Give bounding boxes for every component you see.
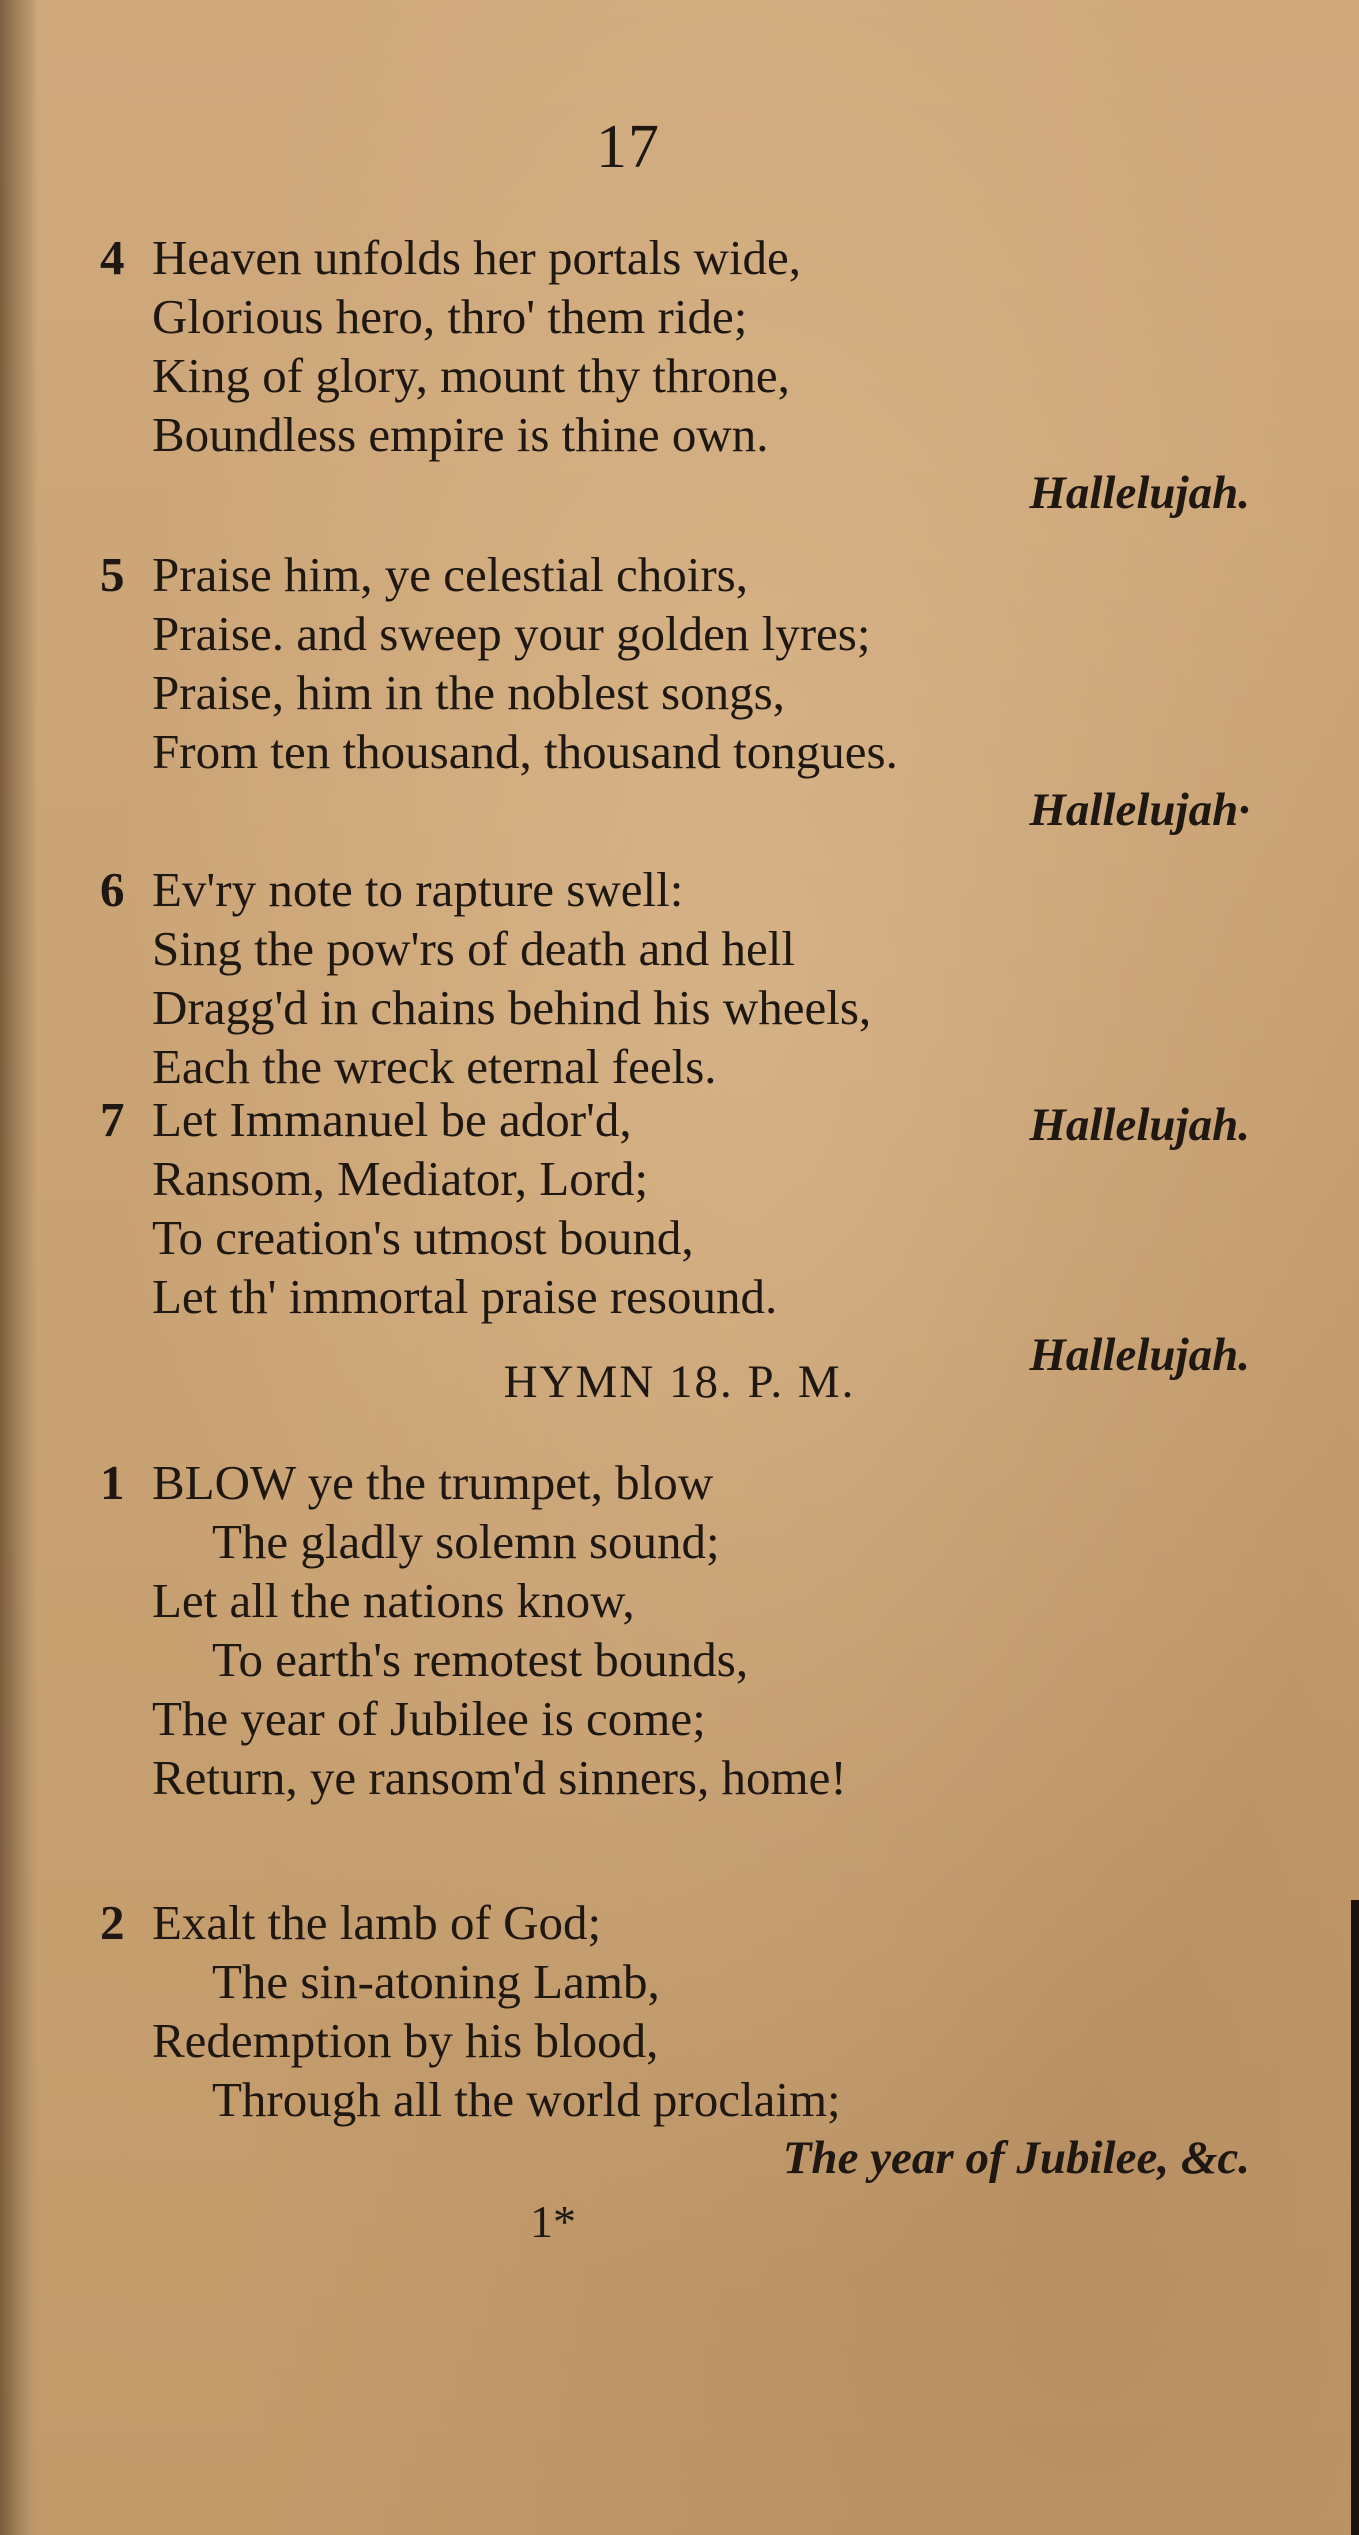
stanza-line: 1 BLOW ye the trumpet, blow bbox=[100, 1455, 714, 1510]
stanza-line: 2 Exalt the lamb of God; bbox=[100, 1895, 602, 1950]
hymn18-stanza-1 bbox=[100, 1453, 1300, 1807]
stanza-line: From ten thousand, thousand tongues. bbox=[152, 724, 898, 779]
stanza-5 bbox=[100, 545, 1300, 839]
stanza-line: 6 Ev'ry note to rapture swell: bbox=[100, 862, 684, 917]
stanza-line: The year of Jubilee is come; bbox=[152, 1691, 706, 1746]
stanza-4 bbox=[100, 228, 1300, 522]
stanza-line: Each the wreck eternal feels. bbox=[152, 1039, 717, 1094]
page-number: 17 bbox=[596, 113, 660, 181]
refrain: Hallelujah. bbox=[1029, 1329, 1250, 1381]
binding-shadow bbox=[0, 0, 38, 2535]
refrain: The year of Jubilee, &c. bbox=[782, 2132, 1250, 2184]
stanza-line: To creation's utmost bound, bbox=[152, 1210, 694, 1265]
stanza-line: The sin-atoning Lamb, bbox=[212, 1954, 660, 2009]
stanza-line: Praise, him in the noblest songs, bbox=[152, 665, 785, 720]
refrain: Hallelujah. bbox=[1029, 467, 1250, 519]
refrain: Hallelujah· bbox=[1029, 784, 1250, 836]
stanza-line: Boundless empire is thine own. bbox=[152, 407, 769, 462]
stanza-line: Redemption by his blood, bbox=[152, 2013, 659, 2068]
stanza-line: Let all the nations know, bbox=[152, 1573, 635, 1628]
stanza-line: Glorious hero, thro' them ride; bbox=[152, 289, 748, 344]
stanza-line: Dragg'd in chains behind his wheels, bbox=[152, 980, 872, 1035]
stanza-number: 1 bbox=[100, 1455, 125, 1510]
stanza-line: To earth's remotest bounds, bbox=[212, 1632, 749, 1687]
stanza-line: Return, ye ransom'd sinners, home! bbox=[152, 1750, 847, 1805]
stanza-number: 4 bbox=[100, 230, 125, 285]
stanza-number: 7 bbox=[100, 1092, 125, 1147]
stanza-number: 5 bbox=[100, 547, 125, 602]
stanza-line: Ransom, Mediator, Lord; bbox=[152, 1151, 649, 1206]
stanza-line: Let th' immortal praise resound. bbox=[152, 1269, 778, 1324]
stanza-line: Sing the pow'rs of death and hell bbox=[152, 921, 795, 976]
stanza-number: 6 bbox=[100, 862, 125, 917]
hymn-title: HYMN 18. P. M. bbox=[503, 1356, 856, 1408]
stanza-line: Through all the world proclaim; bbox=[212, 2072, 841, 2127]
stanza-line: 4 Heaven unfolds her portals wide, bbox=[100, 230, 802, 285]
signature-mark: 1* bbox=[530, 2196, 576, 2247]
stanza-line: Praise. and sweep your golden lyres; bbox=[152, 606, 871, 661]
stanza-number: 2 bbox=[100, 1895, 125, 1950]
stanza-line: 7 Let Immanuel be ador'd, bbox=[100, 1092, 632, 1147]
stanza-line: The gladly solemn sound; bbox=[212, 1514, 720, 1569]
stanza-line: 5 Praise him, ye celestial choirs, bbox=[100, 547, 748, 602]
refrain: Hallelujah. bbox=[1029, 1099, 1250, 1151]
stanza-7 bbox=[100, 1090, 1300, 1384]
right-edge bbox=[1351, 1900, 1359, 2535]
stanza-line: King of glory, mount thy throne, bbox=[152, 348, 790, 403]
hymn18-stanza-2 bbox=[100, 1893, 1300, 2187]
